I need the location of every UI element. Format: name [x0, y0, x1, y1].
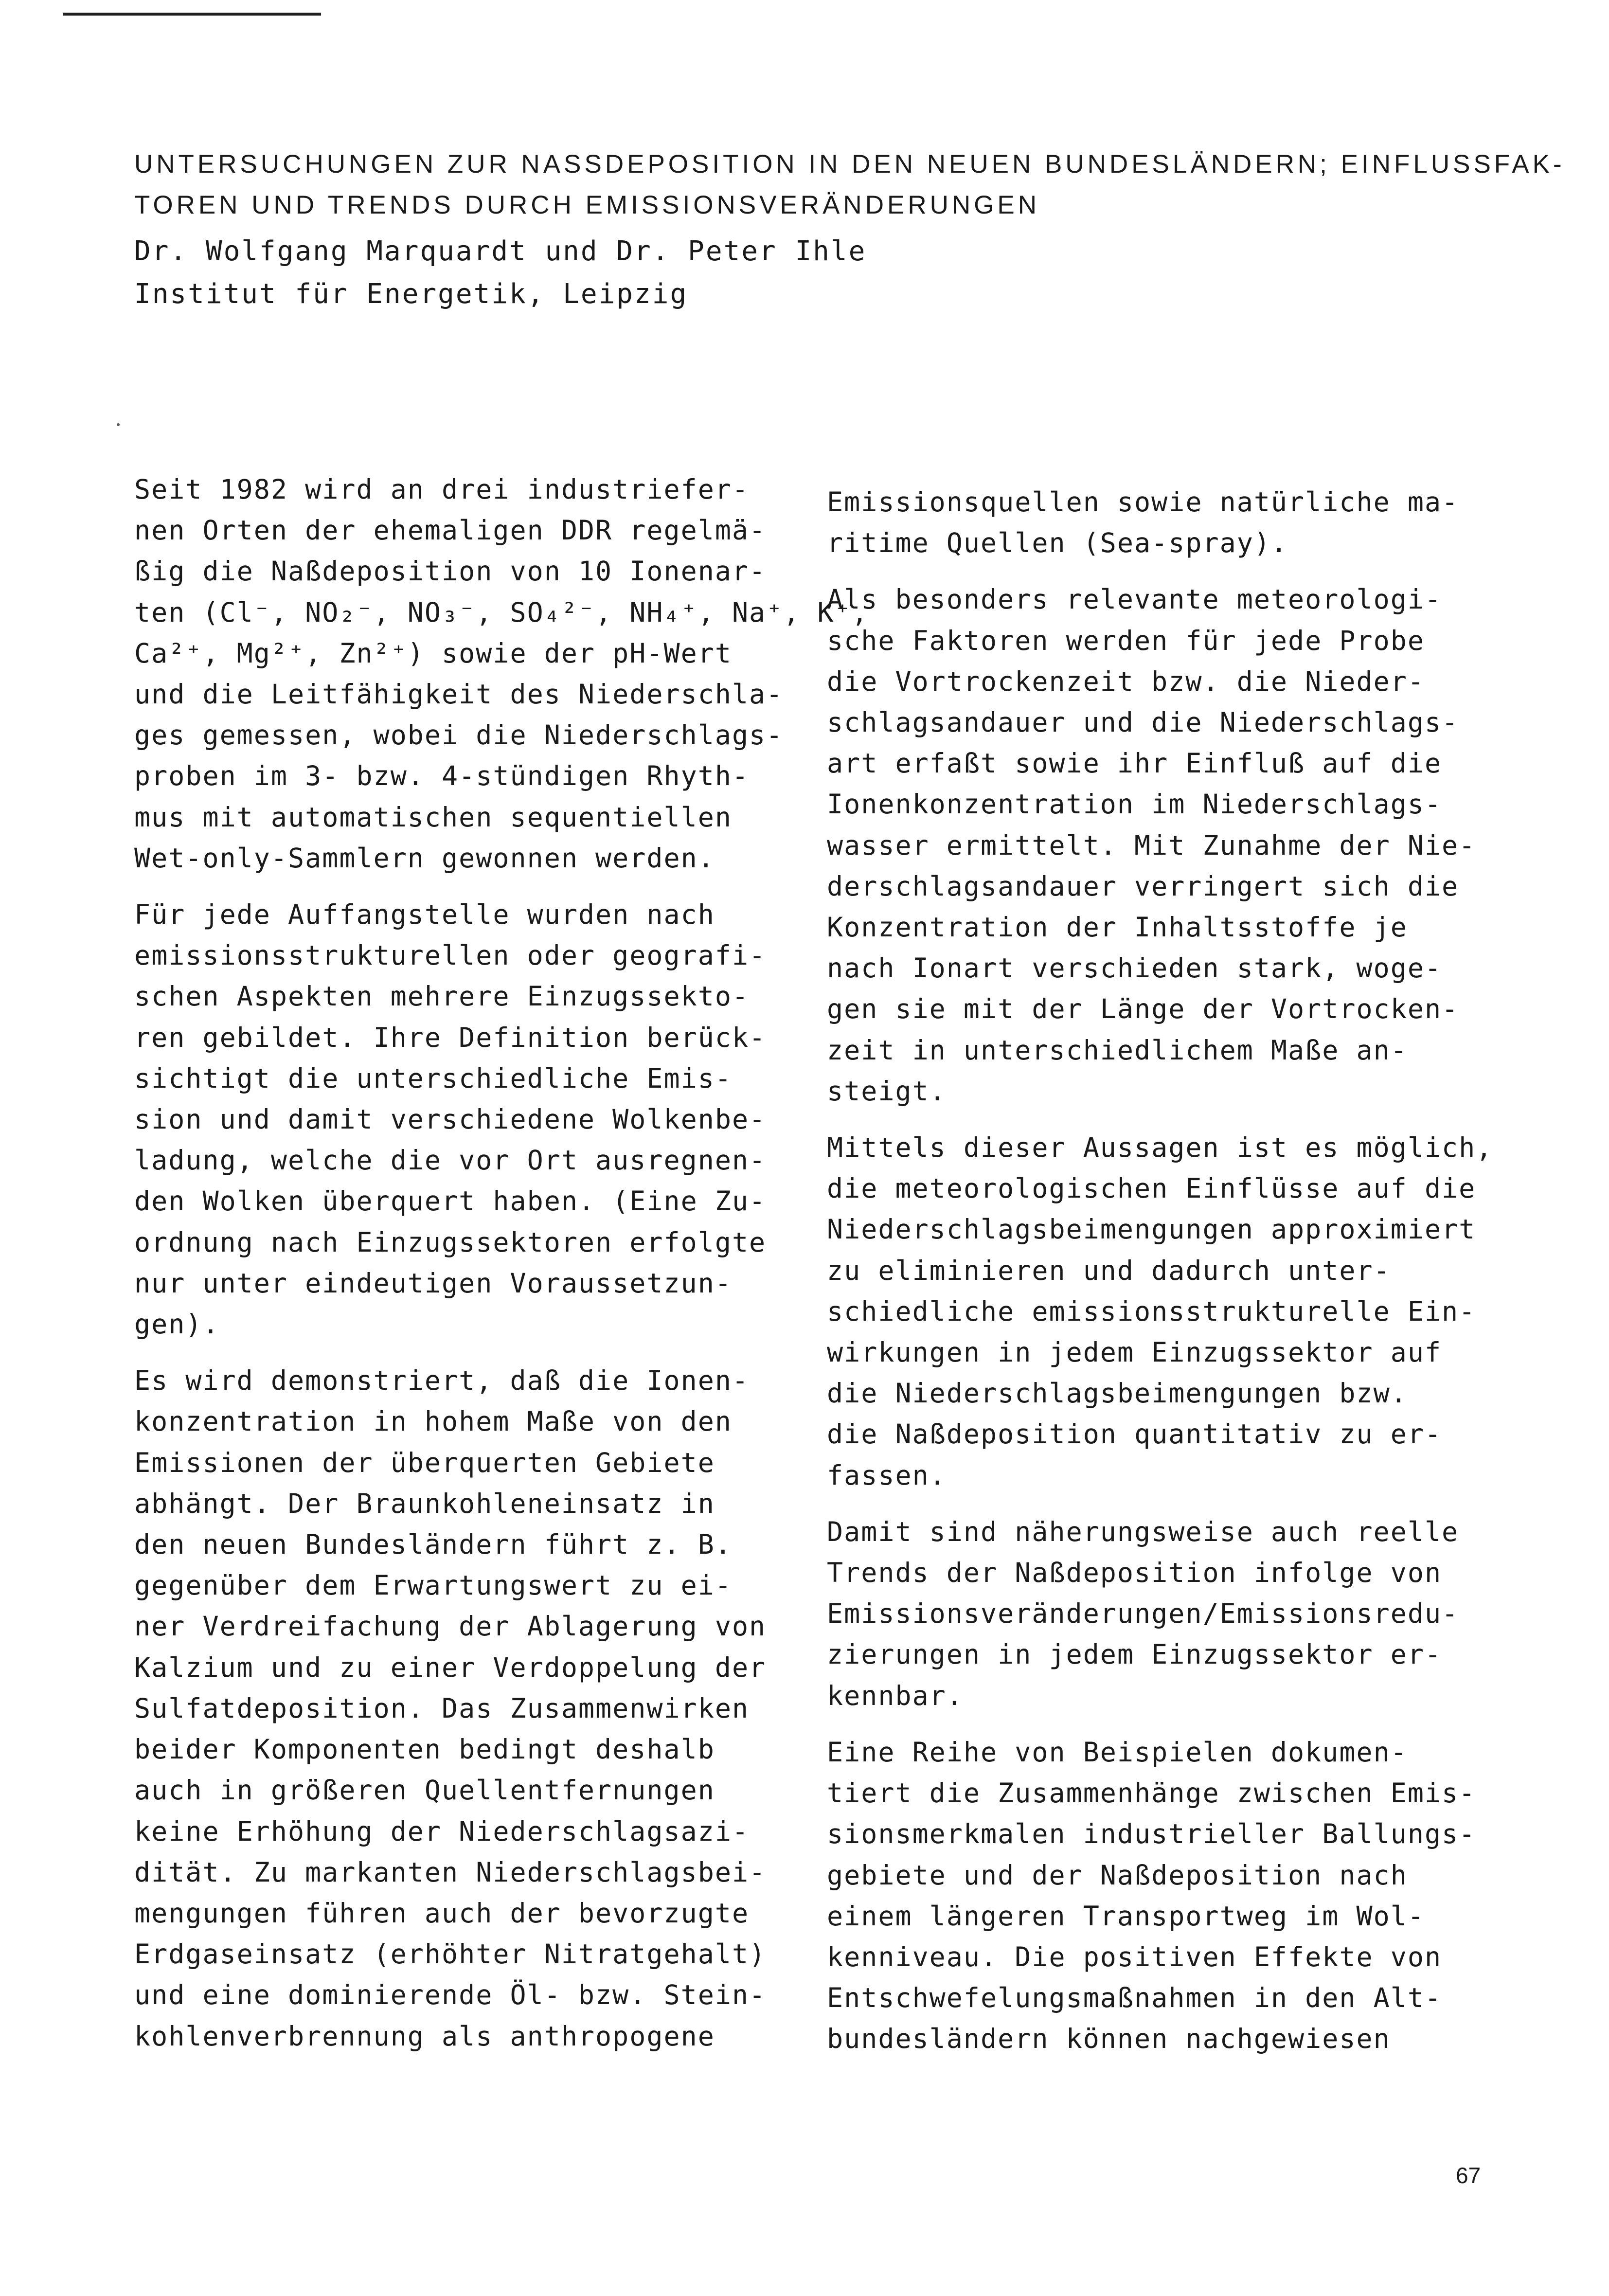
text-line: Kalzium und zu einer Verdoppelung der	[134, 1651, 767, 1683]
text-line: den Wolken überquert haben. (Eine Zu-	[134, 1185, 767, 1217]
text-line: Emissionsveränderungen/Emissionsredu-	[827, 1598, 1459, 1630]
title-line-2: TOREN UND TRENDS DURCH EMISSIONSVERÄNDERUNGEN	[134, 191, 1040, 219]
text-line: emissionsstrukturellen oder geografi-	[134, 940, 767, 971]
paragraph-gap	[827, 1716, 1508, 1732]
paragraph-gap	[827, 563, 1508, 579]
text-line: die Niederschlagsbeimengungen bzw.	[827, 1378, 1408, 1409]
text-line: proben im 3- bzw. 4-stündigen Rhyth-	[134, 760, 750, 792]
text-line: auch in größeren Quellentfernungen	[134, 1775, 715, 1806]
text-line: einem längeren Transportweg im Wol-	[827, 1900, 1425, 1932]
text-line: nen Orten der ehemaligen DDR regelmä-	[134, 515, 767, 546]
paragraph-gap	[827, 1496, 1508, 1511]
text-line: schiedliche emissionsstrukturelle Ein-	[827, 1295, 1476, 1327]
text-line: Mittels dieser Aussagen ist es möglich,	[827, 1132, 1493, 1164]
text-line: Eine Reihe von Beispielen dokumen-	[827, 1736, 1408, 1768]
authors: Dr. Wolfgang Marquardt und Dr. Peter Ihle	[134, 235, 867, 267]
text-line: mengungen führen auch der bevorzugte	[134, 1897, 750, 1929]
text-line: keine Erhöhung der Niederschlagsazi-	[134, 1815, 750, 1847]
right-paragraph-5	[827, 1732, 1508, 2060]
top-rule	[63, 13, 321, 16]
text-line: wirkungen in jedem Einzugssektor auf	[827, 1337, 1442, 1368]
text-line: sionsmerkmalen industrieller Ballungs-	[827, 1818, 1476, 1850]
text-line: nur unter eindeutigen Voraussetzun-	[134, 1267, 732, 1299]
text-line: tiert die Zusammenhänge zwischen Emis-	[827, 1777, 1476, 1809]
text-line: kennbar.	[827, 1680, 964, 1711]
right-column	[827, 482, 1508, 2060]
text-line: Wet-only-Sammlern gewonnen werden.	[134, 842, 715, 874]
text-line: und die Leitfähigkeit des Niederschla-	[134, 679, 784, 710]
text-line: Als besonders relevante meteorologi-	[827, 584, 1442, 615]
text-line: sche Faktoren werden für jede Probe	[827, 625, 1425, 656]
text-line: sichtigt die unterschiedliche Emis-	[134, 1062, 732, 1094]
text-line: ges gemessen, wobei die Niederschlags-	[134, 719, 784, 751]
text-line: ner Verdreifachung der Ablagerung von	[134, 1611, 767, 1642]
right-paragraph-2	[827, 579, 1508, 1112]
left-paragraph-1	[134, 469, 869, 879]
text-line: dität. Zu markanten Niederschlagsbei-	[134, 1856, 767, 1888]
text-line: Ionenkonzentration im Niederschlags-	[827, 789, 1442, 820]
paragraph-gap	[134, 879, 805, 894]
text-line: Es wird demonstriert, daß die Ionen-	[134, 1365, 750, 1397]
text-line: den neuen Bundesländern führt z. B.	[134, 1529, 732, 1561]
text-line: Trends der Naßdeposition infolge von	[827, 1557, 1442, 1589]
text-line: beider Komponenten bedingt deshalb	[134, 1734, 715, 1765]
left-paragraph-3	[134, 1360, 805, 2056]
right-paragraph-3	[827, 1127, 1508, 1496]
text-line: ten (Cl⁻, NO₂⁻, NO₃⁻, SO₄²⁻, NH₄⁺, Na⁺, K⁺,	[134, 596, 869, 628]
text-line: abhängt. Der Braunkohleneinsatz in	[134, 1488, 715, 1519]
text-line: fassen.	[827, 1459, 947, 1491]
page-number: 67	[1456, 2163, 1481, 2188]
text-line: Emissionsquellen sowie natürliche ma-	[827, 486, 1459, 518]
text-line: und eine dominierende Öl- bzw. Stein-	[134, 1979, 767, 2011]
text-line: gebiete und der Naßdeposition nach	[827, 1859, 1408, 1891]
text-line: schlagsandauer und die Niederschlags-	[827, 707, 1459, 738]
text-line: gen sie mit der Länge der Vortrocken-	[827, 993, 1459, 1025]
text-line: Damit sind näherungsweise auch reelle	[827, 1516, 1459, 1547]
text-line: derschlagsandauer verringert sich die	[827, 870, 1459, 902]
text-line: nach Ionart verschieden stark, woge-	[827, 952, 1442, 984]
text-line: die Naßdeposition quantitativ zu er-	[827, 1418, 1442, 1450]
article-title	[134, 144, 1565, 226]
text-line: mus mit automatischen sequentiellen	[134, 801, 732, 833]
text-line: zu eliminieren und dadurch unter-	[827, 1255, 1391, 1286]
text-line: sion und damit verschiedene Wolkenbe-	[134, 1104, 767, 1135]
right-paragraph-1	[827, 482, 1508, 563]
text-line: schen Aspekten mehrere Einzugssekto-	[134, 981, 750, 1012]
text-line: ren gebildet. Ihre Definition berück-	[134, 1022, 767, 1053]
text-line: gen).	[134, 1309, 220, 1340]
text-line: bundesländern können nachgewiesen	[827, 2023, 1391, 2055]
left-column	[134, 469, 869, 2057]
text-line: Emissionen der überquerten Gebiete	[134, 1447, 715, 1478]
right-paragraph-4	[827, 1511, 1508, 1716]
affiliation: Institut für Energetik, Leipzig	[134, 278, 688, 310]
text-line: wasser ermittelt. Mit Zunahme der Nie-	[827, 829, 1476, 861]
left-paragraph-2	[134, 894, 805, 1345]
paragraph-gap	[134, 1345, 805, 1360]
text-line: ladung, welche die vor Ort ausregnen-	[134, 1145, 767, 1176]
text-line: die meteorologischen Einflüsse auf die	[827, 1173, 1476, 1204]
title-line-1: UNTERSUCHUNGEN ZUR NASSDEPOSITION IN DEN NEUEN BUNDESLÄNDERN; EINFLUSSFAK-	[134, 150, 1565, 179]
text-line: steigt.	[827, 1075, 947, 1107]
text-line: die Vortrockenzeit bzw. die Nieder-	[827, 665, 1425, 697]
text-line: Sulfatdeposition. Das Zusammenwirken	[134, 1692, 750, 1724]
text-line: zeit in unterschiedlichem Maße an-	[827, 1034, 1408, 1066]
text-line: kohlenverbrennung als anthropogene	[134, 2020, 715, 2052]
text-line: Niederschlagsbeimengungen approximiert	[827, 1214, 1476, 1245]
paragraph-gap	[827, 1112, 1508, 1127]
text-line: kenniveau. Die positiven Effekte von	[827, 1941, 1442, 1973]
text-line: Entschwefelungsmaßnahmen in den Alt-	[827, 1982, 1442, 2014]
text-line: Seit 1982 wird an drei industriefer-	[134, 474, 750, 505]
text-line: ritime Quellen (Sea-spray).	[827, 527, 1288, 559]
text-line: art erfaßt sowie ihr Einfluß auf die	[827, 748, 1442, 779]
text-line: zierungen in jedem Einzugssektor er-	[827, 1639, 1442, 1670]
text-line: ordnung nach Einzugssektoren erfolgte	[134, 1226, 767, 1258]
text-line: Konzentration der Inhaltsstoffe je	[827, 912, 1408, 943]
text-line: Erdgaseinsatz (erhöhter Nitratgehalt)	[134, 1938, 767, 1970]
text-line: Ca²⁺, Mg²⁺, Zn²⁺) sowie der pH-Wert	[134, 637, 732, 669]
text-line: Für jede Auffangstelle wurden nach	[134, 899, 715, 931]
text-line: gegenüber dem Erwartungswert zu ei-	[134, 1570, 732, 1601]
text-line: ßig die Naßdeposition von 10 Ionenar-	[134, 556, 767, 587]
text-line: konzentration in hohem Maße von den	[134, 1406, 732, 1437]
scan-speck	[117, 423, 120, 426]
